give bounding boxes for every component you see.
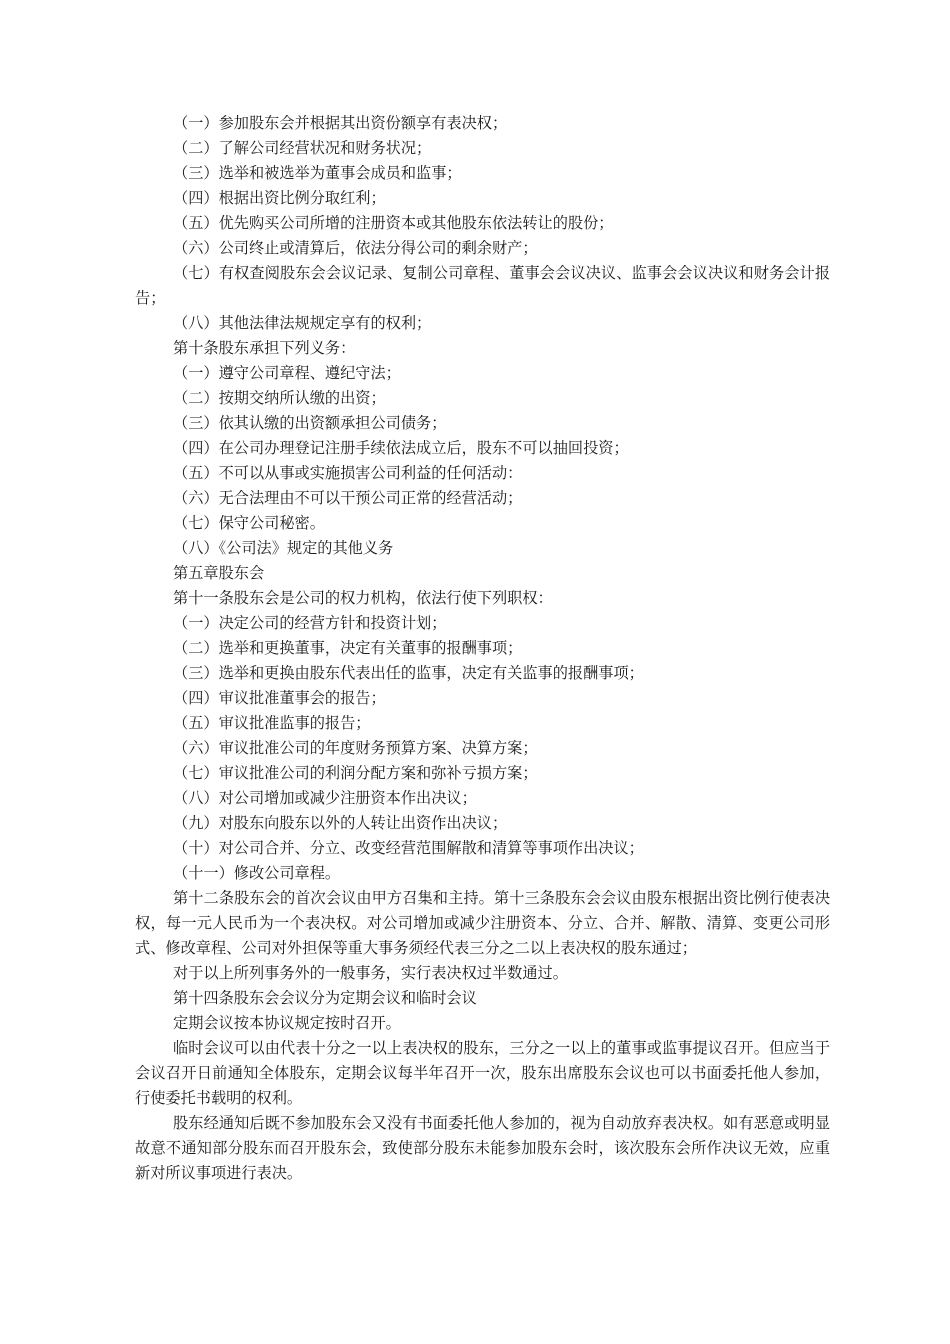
paragraph: （四）在公司办理登记注册手续依法成立后，股东不可以抽回投资； [173,439,629,457]
paragraph: （五）审议批准监事的报告； [173,714,371,732]
paragraph: （三）选举和更换由股东代表出任的监事，决定有关监事的报酬事项； [173,664,644,682]
paragraph: （二）了解公司经营状况和财务状况； [173,139,432,157]
paragraph: （十）对公司合并、分立、改变经营范围解散和清算等事项作出决议； [173,839,644,857]
paragraph: （六）审议批准公司的年度财务预算方案、决算方案； [173,739,538,757]
article-heading: 第十四条股东会会议分为定期会议和临时会议 [173,989,477,1007]
paragraph: （六）无合法理由不可以干预公司正常的经营活动； [173,489,523,507]
paragraph: （二）按期交纳所认缴的出资； [173,389,386,407]
paragraph: 临时会议可以由代表十分之一以上表决权的股东，三分之一以上的董事或监事提议召开。但应当于会议召开日前通知全体股东，定期会议每半年召开一次，股东出席股东会议也可以书面委托他人参加，行使委托书载明的权利。 [135,1039,830,1107]
paragraph: （一）决定公司的经营方针和投资计划； [173,614,447,632]
paragraph: （五）不可以从事或实施损害公司利益的任何活动： [173,464,523,482]
article-heading: 第十一条股东会是公司的权力机构，依法行使下列职权： [173,589,553,607]
paragraph: （七）保守公司秘密。 [173,514,325,532]
paragraph: （七）有权查阅股东会会议记录、复制公司章程、董事会会议决议、监事会会议决议和财务会计报告； [135,264,830,307]
paragraph: （八）《公司法》规定的其他义务 [173,539,394,557]
paragraph: 股东经通知后既不参加股东会又没有书面委托他人参加的，视为自动放弃表决权。如有恶意或明显故意不通知部分股东而召开股东会，致使部分股东未能参加股东会时，该次股东会所作决议无效，应重新对所议事项进行表决。 [135,1114,830,1182]
paragraph: （八）其他法律法规规定享有的权利； [173,314,432,332]
paragraph: （四）审议批准董事会的报告； [173,689,386,707]
paragraph: （九）对股东向股东以外的人转让出资作出决议； [173,814,508,832]
paragraph: （八）对公司增加或减少注册资本作出决议； [173,789,477,807]
paragraph: （三）选举和被选举为董事会成员和监事； [173,164,462,182]
paragraph: 对于以上所列事务外的一般事务，实行表决权过半数通过。 [173,964,568,982]
paragraph: （三）依其认缴的出资额承担公司债务； [173,414,447,432]
paragraph: （二）选举和更换董事，决定有关董事的报酬事项； [173,639,523,657]
paragraph: （六）公司终止或清算后，依法分得公司的剩余财产； [173,239,538,257]
article-heading: 第十条股东承担下列义务： [173,339,356,357]
paragraph: （七）审议批准公司的利润分配方案和弥补亏损方案； [173,764,538,782]
paragraph: （四）根据出资比例分取红利； [173,189,386,207]
chapter-heading: 第五章股东会 [173,564,265,582]
paragraph: （十一）修改公司章程。 [173,864,341,882]
paragraph: （一）参加股东会并根据其出资份额享有表决权； [173,114,508,132]
paragraph: （一）遵守公司章程、遵纪守法； [173,364,401,382]
paragraph: （五）优先购买公司所增的注册资本或其他股东依法转让的股份； [173,214,614,232]
paragraph: 第十二条股东会的首次会议由甲方召集和主持。第十三条股东会会议由股东根据出资比例行使表决权，每一元人民币为一个表决权。对公司增加或减少注册资本、分立、合并、解散、清算、变更公司形式、修改章程、公司对外担保等重大事务须经代表三分之二以上表决权的股东通过； [135,889,830,957]
paragraph: 定期会议按本协议规定按时召开。 [173,1014,401,1032]
document-body [135,111,830,1186]
